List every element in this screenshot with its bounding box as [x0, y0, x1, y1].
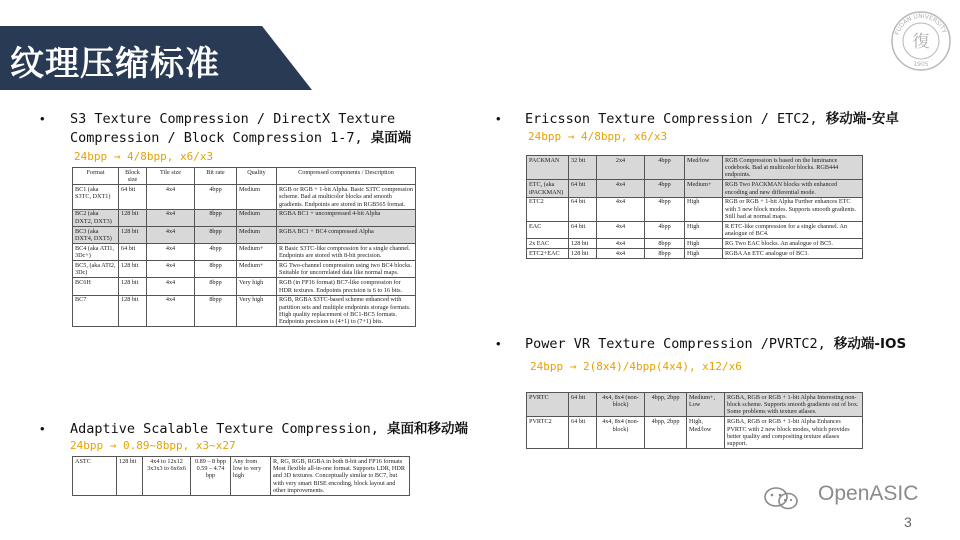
col-bit-rate: Bit rate: [195, 168, 237, 185]
cell-tile: 4x4: [147, 209, 195, 226]
cell-tile: 4x4: [147, 185, 195, 209]
s3tc-ratio-note: 24bpp → 4/8bpp, x6/x3: [74, 150, 214, 163]
table-row: [73, 261, 416, 278]
cell-block: 64 bit: [119, 244, 147, 261]
cell-format: BC4 (aka ATI1, 3Dc+): [73, 244, 119, 261]
cell-rate: 4bpp: [645, 197, 685, 221]
cell-rate: 8bpp: [195, 209, 237, 226]
cell-block: 64 bit: [569, 417, 597, 449]
cell-tile: 4x4: [597, 197, 645, 221]
cell-desc: RG Two EAC blocks. An analogue of BC5.: [723, 239, 863, 249]
cell-desc: RGBA, RGB or RGB + 1-bit Alpha Enhances PVRTC with 2 new block modes, which provides better quality and compositing texture atlases support.: [725, 417, 863, 449]
svg-text:復: 復: [912, 32, 930, 52]
cell-quality: Med/low: [685, 156, 723, 180]
cell-quality: Very high: [237, 295, 277, 327]
cell-block: 128 bit: [119, 295, 147, 327]
cell-rate: 4bpp: [645, 156, 685, 180]
table-row: [527, 239, 863, 249]
cell-rate: 0.89 – 8 bpp 0.59 – 4.74 bpp: [191, 457, 231, 496]
cell-format: BC2 (aka DXT2, DXT3): [73, 209, 119, 226]
s3tc-heading-line1: S3 Texture Compression / DirectX Texture: [70, 111, 396, 127]
cell-quality: High, Med/low: [687, 417, 725, 449]
pvrtc-ratio-note: 24bpp → 2(8x4)/4bpp(4x4), x12/x6: [530, 360, 742, 373]
cell-format: PACKMAN: [527, 156, 569, 180]
cell-tile: 4x4: [147, 278, 195, 295]
cell-block: 64 bit: [569, 393, 597, 417]
page-title: 纹理压缩标准: [10, 44, 220, 84]
cell-block: 32 bit: [569, 156, 597, 180]
cell-desc: RGBA BC1 + uncompressed 4-bit Alpha: [277, 209, 416, 226]
cell-quality: High: [685, 222, 723, 239]
cell-block: 128 bit: [117, 457, 143, 496]
astc-heading: [70, 420, 490, 439]
cell-format: BC5, (aka ATI2, 3Dc): [73, 261, 119, 278]
cell-quality: High: [685, 249, 723, 259]
cell-tile: 4x4: [147, 261, 195, 278]
cell-desc: RGBA, RGB or RGB + 1-bit Alpha Interesting non-block scheme. Supports smooth gradients out of box. Some problems with texture atlases.: [725, 393, 863, 417]
cell-quality: High: [685, 239, 723, 249]
astc-platform: 桌面和移动端: [386, 421, 468, 437]
bullet-dot: •: [40, 421, 45, 436]
cell-tile: 4x4: [147, 226, 195, 243]
cell-rate: 8bpp: [195, 226, 237, 243]
cell-desc: RGB or RGB + 1-bit Alpha Further enhances ETC with 3 new block modes. Supports smooth gradients. Still bad at normal maps.: [723, 197, 863, 221]
etc-table: [526, 155, 863, 259]
cell-block: 64 bit: [569, 197, 597, 221]
cell-quality: High: [685, 197, 723, 221]
astc-table: [72, 456, 410, 496]
cell-rate: 4bpp: [645, 222, 685, 239]
cell-tile: 4x4: [147, 244, 195, 261]
table-row: [73, 278, 416, 295]
cell-quality: Medium+: [237, 261, 277, 278]
table-row: [527, 180, 863, 197]
col-tile-size: Tile size: [147, 168, 195, 185]
etc-platform: 移动端-安卓: [825, 111, 899, 127]
cell-block: 64 bit: [569, 180, 597, 197]
cell-format: 2x EAC: [527, 239, 569, 249]
table-row: [527, 197, 863, 221]
cell-block: 64 bit: [569, 222, 597, 239]
astc-ratio-note: 24bpp → 0.89~8bpp, x3~x27: [70, 439, 236, 452]
svg-text:FUDAN UNIVERSITY: FUDAN UNIVERSITY: [893, 12, 948, 36]
cell-desc: R Basic S3TC-like compression for a single channel. Endpoints are stored with 8-bit precision.: [277, 244, 416, 261]
cell-quality: Medium+, Low: [687, 393, 725, 417]
pvrtc-heading: [525, 335, 945, 354]
cell-desc: RG Two-channel compression using two BC4 blocks. Suitable for uncorrelated data like normal maps.: [277, 261, 416, 278]
table-row: [527, 156, 863, 180]
table-row: [527, 222, 863, 239]
table-row: [73, 457, 410, 496]
pvrtc-heading-text: Power VR Texture Compression /PVRTC2,: [525, 336, 834, 352]
table-row: [527, 393, 863, 417]
cell-desc: R, RG, RGB, RGBA in both 8-bit and FP16 formats Most flexible all-in-one format. Supports LDR, HDR and 3D textures. Conceptually similar to BC7, but with very smart BISE encoding, block layout and other improvements.: [271, 457, 410, 496]
table-row: [73, 244, 416, 261]
pvrtc-table: [526, 392, 863, 449]
cell-block: 128 bit: [569, 249, 597, 259]
cell-format: ETC2+EAC: [527, 249, 569, 259]
cell-quality: Medium: [237, 185, 277, 209]
table-row: [527, 249, 863, 259]
cell-rate: 4bpp: [195, 244, 237, 261]
astc-heading-text: Adaptive Scalable Texture Compression,: [70, 421, 387, 437]
cell-block: 128 bit: [119, 278, 147, 295]
cell-rate: 4bpp: [195, 185, 237, 209]
page-number: 3: [904, 514, 912, 530]
cell-desc: RGB Two PACKMAN blocks with enhanced encoding and new differential mode.: [723, 180, 863, 197]
cell-format: BC7: [73, 295, 119, 327]
s3tc-heading: [70, 110, 490, 148]
cell-desc: RGBA BC1 + BC4 compressed Alpha: [277, 226, 416, 243]
cell-rate: 4bpp, 2bpp: [645, 393, 687, 417]
cell-format: PVRTC: [527, 393, 569, 417]
cell-rate: 8bpp: [645, 239, 685, 249]
svg-text:1905: 1905: [913, 61, 929, 68]
cell-tile: 4x4: [597, 222, 645, 239]
table-header-row: [73, 168, 416, 185]
bullet-dot: •: [40, 111, 45, 126]
cell-tile: 4x4, 8x4 (non-block): [597, 417, 645, 449]
university-seal-logo: [890, 10, 952, 72]
brand-label: OpenASIC: [818, 482, 919, 505]
cell-rate: 8bpp: [195, 261, 237, 278]
cell-format: ETC, (aka iPACKMAN): [527, 180, 569, 197]
s3tc-platform: 桌面端: [370, 130, 412, 146]
s3tc-table: [72, 167, 416, 327]
cell-tile: 4x4: [597, 249, 645, 259]
cell-block: 64 bit: [119, 185, 147, 209]
cell-format: EAC: [527, 222, 569, 239]
cell-tile: 2x4: [597, 156, 645, 180]
cell-format: BC6H: [73, 278, 119, 295]
bullet-dot: •: [496, 111, 501, 126]
cell-block: 128 bit: [119, 226, 147, 243]
cell-quality: Medium+: [685, 180, 723, 197]
cell-desc: RGB, RGBA S3TC-based scheme enhanced with partition sets and multiple endpoints storage formats. High quality replacement of BC1-BC5 formats. Endpoints precision is (4+1) to (7+1) bits.: [277, 295, 416, 327]
cell-quality: Very high: [237, 278, 277, 295]
cell-quality: Medium: [237, 209, 277, 226]
col-block-size: Block size: [119, 168, 147, 185]
col-format: Format: [73, 168, 119, 185]
table-row: [73, 295, 416, 327]
cell-tile: 4x4: [147, 295, 195, 327]
etc-heading: [525, 110, 945, 129]
cell-desc: RGB or RGB + 1-bit Alpha. Basic S3TC compression scheme. Bad at multicolor blocks and smooth gradients. Endpoints are stored in RGB565 format.: [277, 185, 416, 209]
cell-rate: 8bpp: [195, 278, 237, 295]
cell-rate: 8bpp: [195, 295, 237, 327]
cell-rate: 8bpp: [645, 249, 685, 259]
cell-desc: RGB Compression is based on the luminance codebook. Bad at multicolor blocks. RGB444 endpoints.: [723, 156, 863, 180]
pvrtc-platform: 移动端-IOS: [833, 336, 907, 352]
cell-rate: 4bpp: [645, 180, 685, 197]
cell-tile: 4x4, 8x4 (non-block): [597, 393, 645, 417]
cell-quality: Medium+: [237, 244, 277, 261]
etc-ratio-note: 24bpp → 4/8bpp, x6/x3: [528, 130, 668, 143]
cell-tile: 4x4 to 12x12 3x3x3 to 6x6x6: [143, 457, 191, 496]
table-row: [73, 209, 416, 226]
cell-format: BC1 (aka S3TC, DXT1): [73, 185, 119, 209]
cell-format: ETC2: [527, 197, 569, 221]
cell-tile: 4x4: [597, 180, 645, 197]
cell-format: ASTC: [73, 457, 117, 496]
etc-heading-text: Ericsson Texture Compression / ETC2,: [525, 111, 826, 127]
table-row: [527, 417, 863, 449]
bullet-dot: •: [496, 336, 501, 351]
cell-desc: RGBA An ETC analogue of BC3.: [723, 249, 863, 259]
cell-format: PVRTC2: [527, 417, 569, 449]
cell-block: 128 bit: [569, 239, 597, 249]
cell-quality: Medium: [237, 226, 277, 243]
s3tc-heading-line2: [70, 129, 490, 148]
col-quality: Quality: [237, 168, 277, 185]
cell-desc: RGB (in FP16 format) BC7-like compression for HDR textures. Endpoints precision is 6 to 16 bits.: [277, 278, 416, 295]
cell-rate: 4bpp, 2bpp: [645, 417, 687, 449]
wechat-icon: [763, 486, 813, 510]
cell-quality: Any from low to very high: [231, 457, 271, 496]
cell-block: 128 bit: [119, 261, 147, 278]
table-row: [73, 226, 416, 243]
table-row: [73, 185, 416, 209]
cell-format: BC3 (aka DXT4, DXT5): [73, 226, 119, 243]
cell-tile: 4x4: [597, 239, 645, 249]
cell-block: 128 bit: [119, 209, 147, 226]
s3tc-heading-text: Compression / Block Compression 1-7,: [70, 130, 371, 146]
col-description: Compressed components / Description: [277, 168, 416, 185]
cell-desc: R ETC-like compression for a single channel. An analogue of BC4.: [723, 222, 863, 239]
